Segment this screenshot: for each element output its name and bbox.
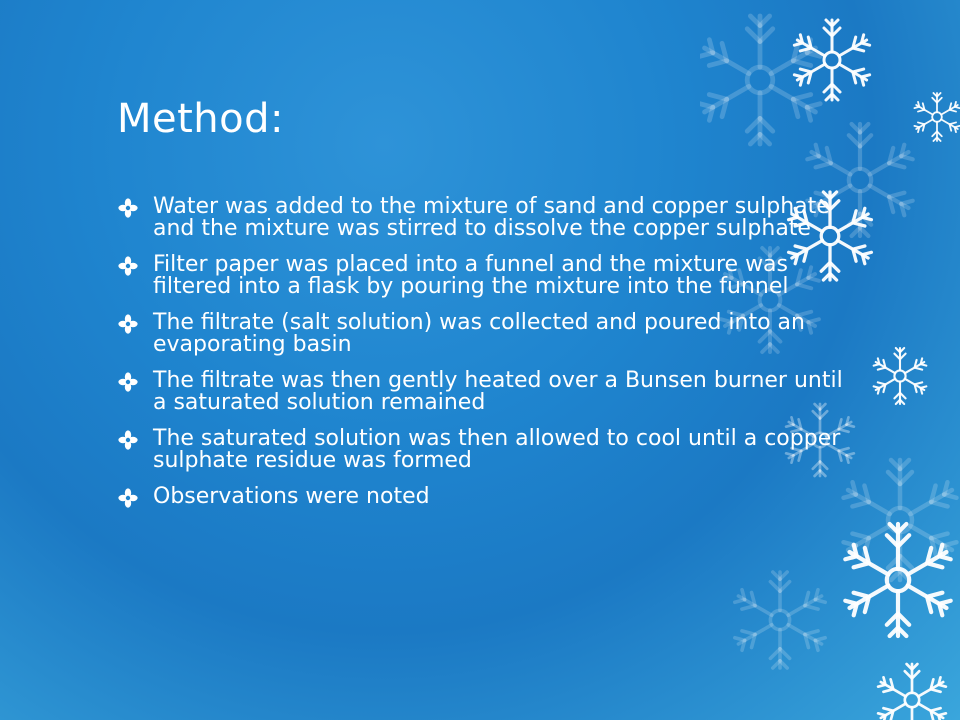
four-petal-flower-icon [118, 314, 138, 334]
bullet-text: The saturated solution was then allowed to cool until a copper sulphate residue was formed [153, 426, 841, 473]
bullet-item [118, 312, 858, 356]
snowflake-icon [873, 348, 927, 404]
slide-title: Method: [117, 96, 284, 142]
snowflake-icon [877, 664, 947, 720]
snowflake-icon [914, 93, 960, 141]
four-petal-flower-icon [118, 430, 138, 450]
bullet-text: The filtrate was then gently heated over a Bunsen burner until a saturated solution remained [153, 368, 843, 415]
bullet-item [118, 196, 858, 240]
snowflake-icon [793, 20, 870, 100]
four-petal-flower-icon [118, 488, 138, 508]
four-petal-flower-icon [118, 372, 138, 392]
bullet-item [118, 370, 858, 414]
bullet-item [118, 254, 858, 298]
four-petal-flower-icon [118, 256, 138, 276]
snowflake-icon [734, 572, 827, 668]
bullet-text: The filtrate (salt solution) was collected and poured into an evaporating basin [153, 310, 805, 357]
snowflake-icon [700, 16, 822, 144]
bullet-item [118, 428, 858, 472]
bullet-item [118, 486, 858, 508]
four-petal-flower-icon [118, 198, 138, 218]
bullet-list [118, 196, 858, 522]
bullet-text: Filter paper was placed into a funnel and the mixture was filtered into a flask by pouring the mixture into the funnel [153, 252, 789, 299]
bullet-text: Observations were noted [153, 484, 430, 509]
bullet-text: Water was added to the mixture of sand and copper sulphate and the mixture was stirred to dissolve the copper sulphate [153, 194, 830, 241]
